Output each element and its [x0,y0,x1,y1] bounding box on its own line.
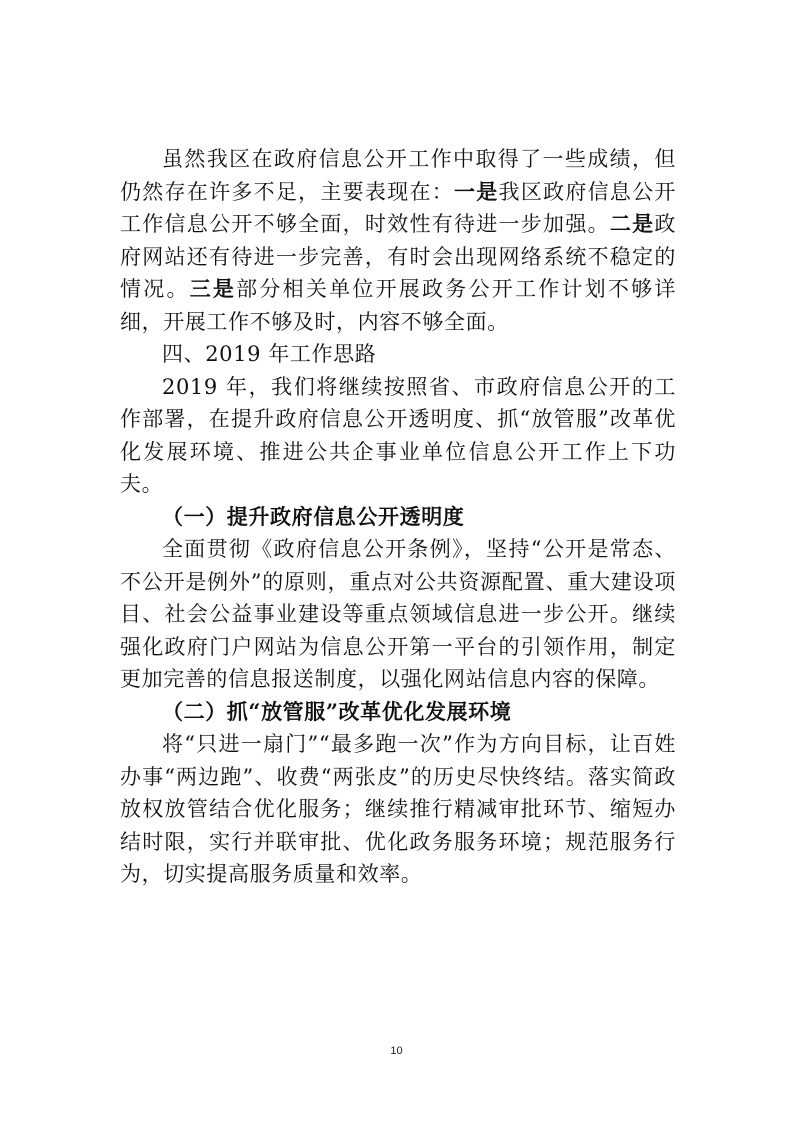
section-four-intro: 2019 年，我们将继续按照省、市政府信息公开的工作部署，在提升政府信息公开透明度、抓“放管服”改革优化发展环境、推进公共企事业单位信息公开工作上下功夫。 [120,374,676,496]
section-four-heading: 四、2019 年工作思路 [162,342,377,366]
subsection-two-text: 将“只进一扇门”“最多跑一次”作为方向目标，让百姓办事“两边跑”、收费“两张皮”的历史尽快终结。落实简政放权放管结合优化服务；继续推行精减审批环节、缩短办结时限，实行并联审批、优化政务服务环境；规范服务行为，切实提高服务质量和效率。 [120,732,676,886]
point-three-text: 部分相关单位开展政务公开工作计划不够详细，开展工作不够及时，内容不够全面。 [120,277,676,334]
point-one-text: 我区政府信息公开工作信息公开不够全面，时效性有待进一步加强。 [120,179,677,236]
subsection-two-heading: （二）抓“放管服”改革优化发展环境 [162,698,512,724]
shortcomings-intro: 虽然我区在政府信息公开工作中取得了一些成绩，但仍然存在许多不足，主要表现在： [120,147,676,204]
point-two-text: 政府网站还有待进一步完善，有时会出现网络系统不稳定的情况。 [120,212,677,301]
point-one-marker: 一是 [454,178,499,204]
shortcomings-paragraph [120,143,676,338]
document-page [120,143,676,891]
point-three-marker: 三是 [189,276,237,301]
subsection-one-text: 全面贯彻《政府信息公开条例》，坚持“公开是常态、不公开是例外”的原则，重点对公共资源配置、重大建设项目、社会公益事业建设等重点领域信息进一步公开。继续强化政府门户网站为信息公开第一平台的引领作用，制定更加完善的信息报送制度，以强化网站信息内容的保障。 [120,537,676,691]
page-number: 10 [390,1045,403,1057]
subsection-one-heading: （一）提升政府信息公开透明度 [162,503,465,529]
point-two-marker: 二是 [609,211,655,236]
